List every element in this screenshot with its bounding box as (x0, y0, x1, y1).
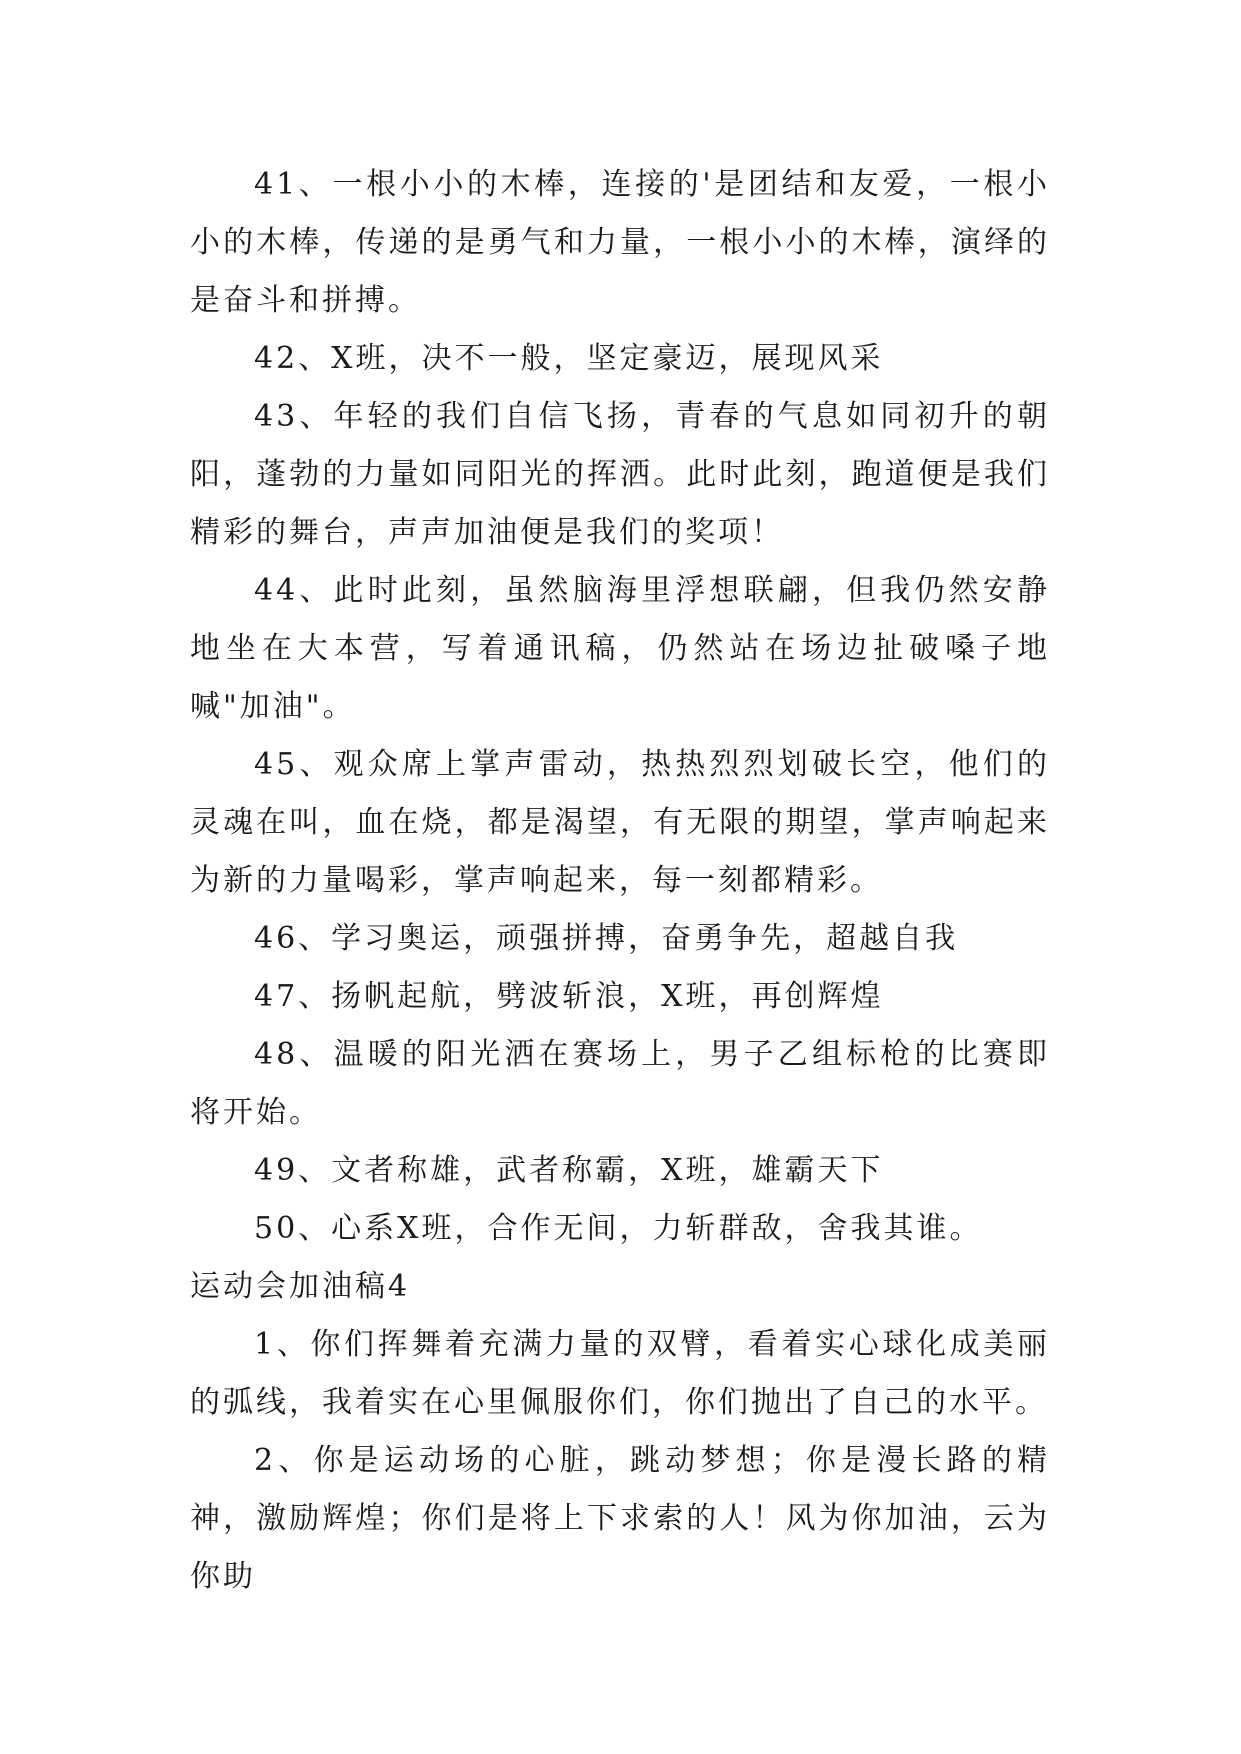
paragraph-50: 50、心系X班，合作无间，力斩群敌，舍我其谁。 (254, 1211, 983, 1246)
paragraph-49: 49、文者称雄，武者称霸，X班，雄霸天下 (254, 1153, 884, 1188)
paragraph-43: 43、年轻的我们自信飞扬，青春的气息如同初升的朝阳，蓬勃的力量如同阳光的挥洒。此时此刻，跑道便是我们精彩的舞台，声声加油便是我们的奖项！ (190, 399, 1050, 550)
section-heading: 运动会加油稿4 (190, 1269, 411, 1304)
paragraph-41: 41、一根小小的木棒，连接的'是团结和友爱，一根小小的木棒，传递的是勇气和力量，一根小小的木棒，演绎的是奋斗和拼搏。 (190, 167, 1050, 318)
document-body (190, 156, 1050, 1606)
paragraph-42: 42、X班，决不一般，坚定豪迈，展现风采 (254, 341, 884, 376)
section-paragraph-2: 2、你是运动场的心脏，跳动梦想；你是漫长路的精神，激励辉煌；你们是将上下求索的人！风为你加油，云为你助 (190, 1443, 1050, 1594)
paragraph-44: 44、此时此刻，虽然脑海里浮想联翩，但我仍然安静地坐在大本营，写着通讯稿，仍然站在场边扯破嗓子地喊"加油"。 (190, 573, 1050, 724)
paragraph-46: 46、学习奥运，顽强拼搏，奋勇争先，超越自我 (254, 921, 959, 956)
section-paragraph-1: 1、你们挥舞着充满力量的双臂，看着实心球化成美丽的弧线，我着实在心里佩服你们，你们抛出了自己的水平。 (190, 1327, 1050, 1420)
paragraph-45: 45、观众席上掌声雷动，热热烈烈划破长空，他们的灵魂在叫，血在烧，都是渴望，有无限的期望，掌声响起来为新的力量喝彩，掌声响起来，每一刻都精彩。 (190, 747, 1050, 898)
paragraph-48: 48、温暖的阳光洒在赛场上，男子乙组标枪的比赛即将开始。 (190, 1037, 1050, 1130)
paragraph-47: 47、扬帆起航，劈波斩浪，X班，再创辉煌 (254, 979, 884, 1014)
